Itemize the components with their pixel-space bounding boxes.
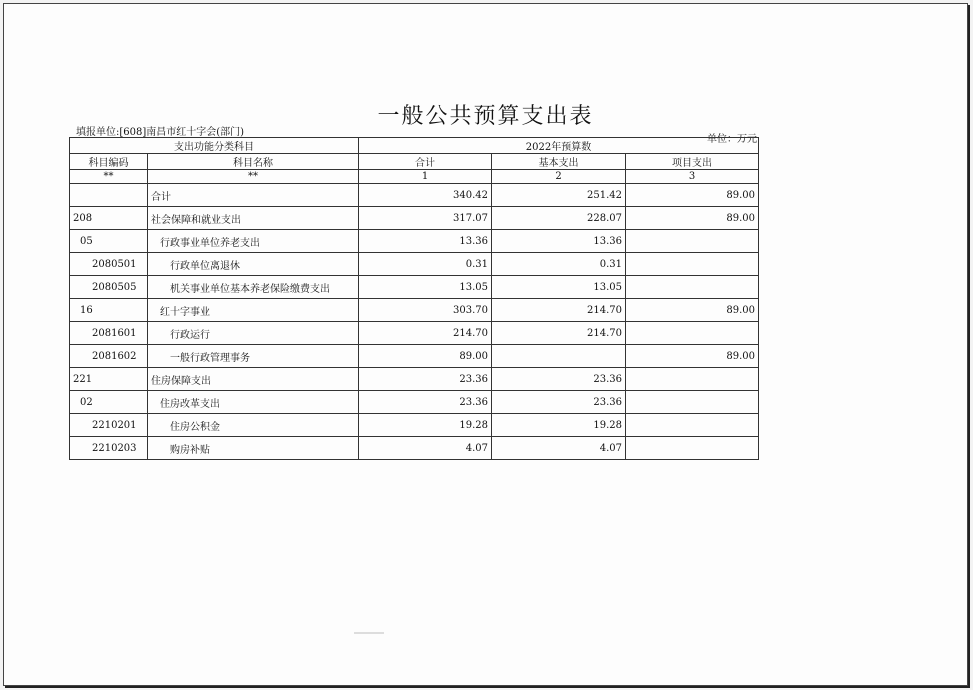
header-code-mark: ** [70,170,148,184]
budget-table [69,137,759,460]
row-code: 2210203 [70,437,148,460]
row-basic: 19.28 [492,414,626,437]
row-total: 0.31 [359,253,492,276]
header-project: 项目支出 [626,154,759,170]
row-total: 303.70 [359,299,492,322]
table-row [70,322,759,345]
row-total: 340.42 [359,184,492,207]
header-col3: 3 [626,170,759,184]
table-row [70,414,759,437]
row-name: 合计 [148,184,359,207]
row-project: 89.00 [626,299,759,322]
row-basic: 228.07 [492,207,626,230]
row-code: 16 [70,299,148,322]
row-name: 住房公积金 [148,414,359,437]
row-code: 208 [70,207,148,230]
table-row [70,391,759,414]
table-row [70,299,759,322]
row-total: 89.00 [359,345,492,368]
row-name: 行政单位离退休 [148,253,359,276]
table-row [70,345,759,368]
row-total: 4.07 [359,437,492,460]
table-row [70,437,759,460]
row-total: 23.36 [359,368,492,391]
row-code: 2080505 [70,276,148,299]
currency-unit: 单位：万元 [707,134,757,145]
row-project [626,253,759,276]
row-total: 19.28 [359,414,492,437]
row-basic: 23.36 [492,368,626,391]
filler-unit: 填报单位:[608]南昌市红十字会(部门) [76,127,245,138]
header-name-mark: ** [148,170,359,184]
row-basic: 4.07 [492,437,626,460]
row-basic: 23.36 [492,391,626,414]
row-basic: 214.70 [492,299,626,322]
row-code: 2210201 [70,414,148,437]
row-total: 317.07 [359,207,492,230]
row-project [626,230,759,253]
row-basic [492,345,626,368]
row-basic: 251.42 [492,184,626,207]
row-project [626,391,759,414]
row-name: 住房保障支出 [148,368,359,391]
header-row-group [70,138,759,154]
header-row-columns [70,154,759,170]
row-name: 机关事业单位基本养老保险缴费支出 [148,276,359,299]
header-code: 科目编码 [70,154,148,170]
row-basic: 13.36 [492,230,626,253]
table-row [70,207,759,230]
row-basic: 0.31 [492,253,626,276]
row-basic: 214.70 [492,322,626,345]
row-code: 221 [70,368,148,391]
row-basic: 13.05 [492,276,626,299]
row-total: 214.70 [359,322,492,345]
row-name: 社会保障和就业支出 [148,207,359,230]
table-row [70,368,759,391]
row-code: 2081601 [70,322,148,345]
row-project [626,322,759,345]
row-name: 行政运行 [148,322,359,345]
row-project: 89.00 [626,345,759,368]
row-name: 行政事业单位养老支出 [148,230,359,253]
row-project [626,276,759,299]
document-title: 一般公共预算支出表 [377,104,594,129]
table-row [70,184,759,207]
scan-mark [354,632,384,634]
header-col2: 2 [492,170,626,184]
header-col1: 1 [359,170,492,184]
row-project [626,414,759,437]
row-name: 一般行政管理事务 [148,345,359,368]
table-row [70,230,759,253]
row-project [626,368,759,391]
header-func-group: 支出功能分类科目 [70,138,359,154]
row-name: 住房改革支出 [148,391,359,414]
row-name: 购房补贴 [148,437,359,460]
row-code: 05 [70,230,148,253]
header-total: 合计 [359,154,492,170]
header-name: 科目名称 [148,154,359,170]
row-code: 2081602 [70,345,148,368]
row-code [70,184,148,207]
row-total: 23.36 [359,391,492,414]
header-basic: 基本支出 [492,154,626,170]
header-budget-group: 2022年预算数 [359,138,759,154]
row-total: 13.05 [359,276,492,299]
row-total: 13.36 [359,230,492,253]
table-row [70,253,759,276]
row-project [626,437,759,460]
row-project: 89.00 [626,207,759,230]
table-row [70,276,759,299]
row-project: 89.00 [626,184,759,207]
row-name: 红十字事业 [148,299,359,322]
row-code: 02 [70,391,148,414]
header-row-index [70,170,759,184]
row-code: 2080501 [70,253,148,276]
